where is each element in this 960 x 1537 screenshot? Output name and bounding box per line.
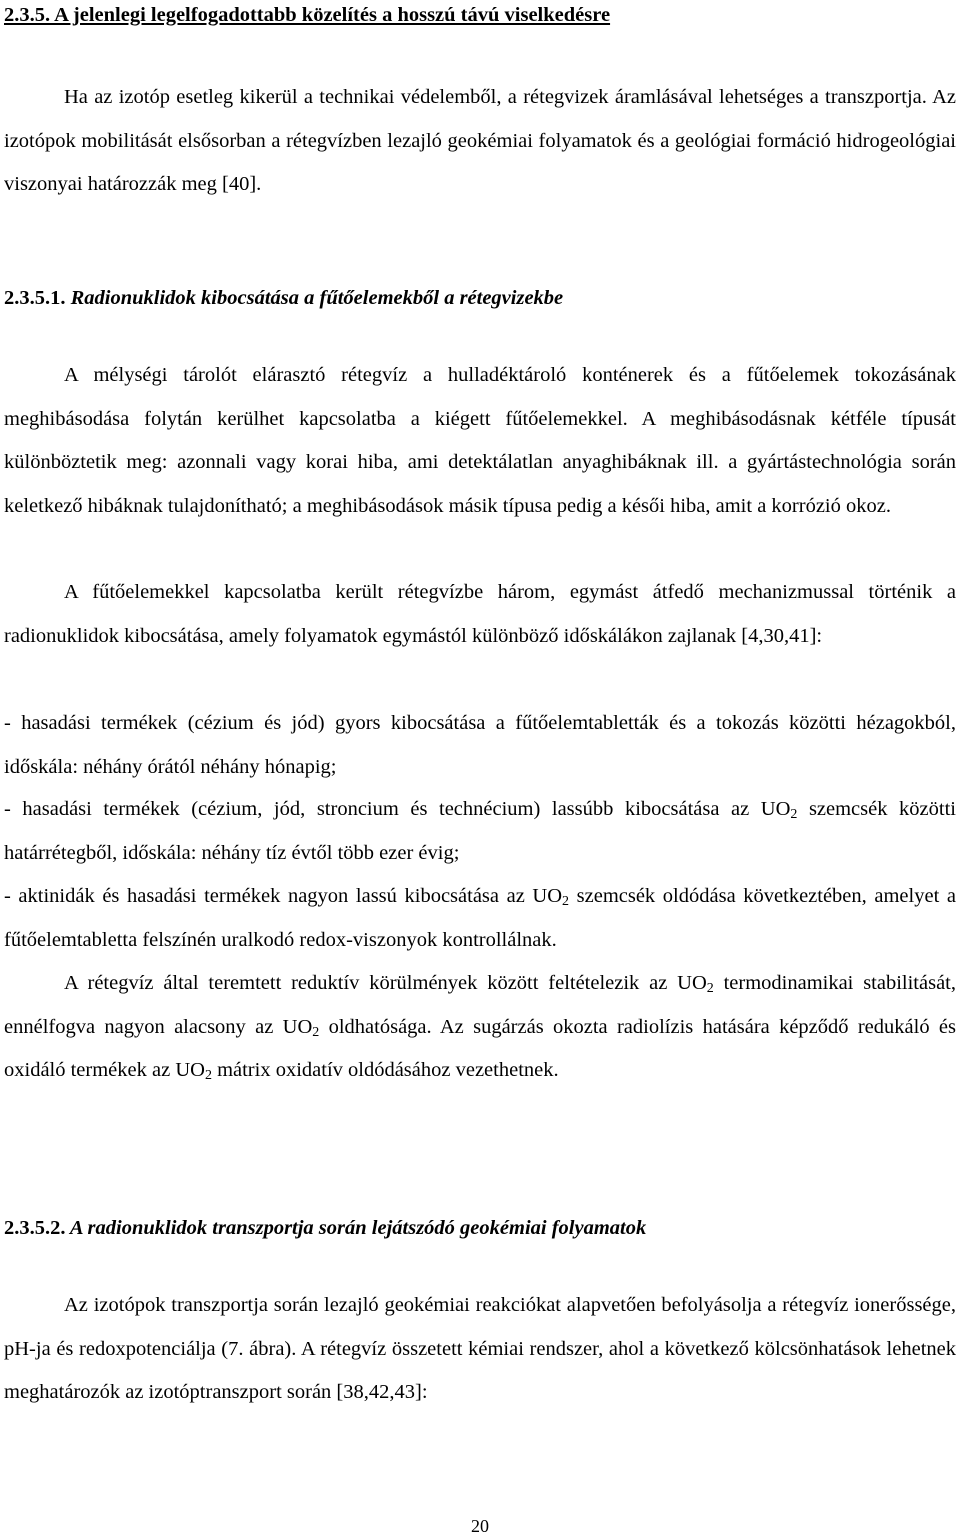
subsection-2-number: 2.3.5.2. [4,1217,66,1239]
subsection-1-heading: Radionuklidok kibocsátása a fűtőelemekből a rétegvizekbe [70,287,564,309]
subsection-1-paragraph-1: A mélységi tárolót elárasztó rétegvíz a hulladéktároló konténerek és a fűtőelemek tokozásának meghibásodása folytán kerülhet kapcsolatba a kiégett fűtőelemekkel. A meghibásodásnak kétféle típusát különböztetik meg: azonnali vagy korai hiba, ami detektálatlan anyaghibáknak ill. a gyártástechnológia során keletkező hibáknak tulajdonítható; a meghibásodások másik típusa pedig a késői hiba, amit a korrózió okoz. [4,364,956,517]
section-title: 2.3.5. A jelenlegi legelfogadottabb közelítés a hosszú távú viselkedésre [4,4,611,26]
list-item-1: - hasadási termékek (cézium és jód) gyors kibocsátása a fűtőelemtabletták és a tokozás közötti hézagokból, időskála: néhány órától néhány hónapig; [4,712,956,778]
subsection-1-paragraph-2: A fűtőelemekkel kapcsolatba került rétegvízbe három, egymást átfedő mechanizmussal történik a radionuklidok kibocsátása, amely folyamatok egymástól különböző időskálákon zajlanak [4,30,41]: [4,581,956,647]
list-item-2: - hasadási termékek (cézium, jód, stroncium és technécium) lassúbb kibocsátása az $UO_2$ szemcsék közötti határrétegből, időskála: néhány tíz évtől több ezer évig; [4,798,956,864]
page-number: 20 [471,1516,489,1536]
subsection-2-paragraph-1: Az izotópok transzportja során lezajló geokémiai reakciókat alapvetően befolyásolja a rétegvíz ionerőssége, pH-ja és redoxpotenciálja (7. ábra). A rétegvíz összetett kémiai rendszer, ahol a következő kölcsönhatások lehetnek meghatározók az izotóptranszport során [38,42,43]: [4,1294,956,1403]
subsection-2-title [4,1215,646,1241]
subsection-1-number: 2.3.5.1. [4,287,66,309]
list-item-3: - aktinidák és hasadási termékek nagyon lassú kibocsátása az $UO_2$ szemcsék oldódása következtében, amelyet a fűtőelemtabletta felszínén uralkodó redox-viszonyok kontrollálnak. [4,885,956,951]
subsection-2-heading: A radionuklidok transzportja során lejátszódó geokémiai folyamatok [69,1217,647,1239]
intro-paragraph: Ha az izotóp esetleg kikerül a technikai védelemből, a rétegvizek áramlásával lehetséges a transzportja. Az izotópok mobilitását elsősorban a rétegvízben lezajló geokémiai folyamatok és a geológiai formáció hidrogeológiai viszonyai határozzák meg [40]. [4,86,956,195]
subsection-1-paragraph-3: A rétegvíz által teremtett reduktív körülmények között feltételezik az $UO_2$ termodinamikai stabilitását, ennélfogva nagyon alacsony az $UO_2$ oldhatósága. Az sugárzás okozta radiolízis hatására képződő redukáló és oxidáló termékek az $UO_2$ mátrix oxidatív oldódásához vezethetnek. [4,972,956,1083]
subsection-1-title [4,285,563,311]
